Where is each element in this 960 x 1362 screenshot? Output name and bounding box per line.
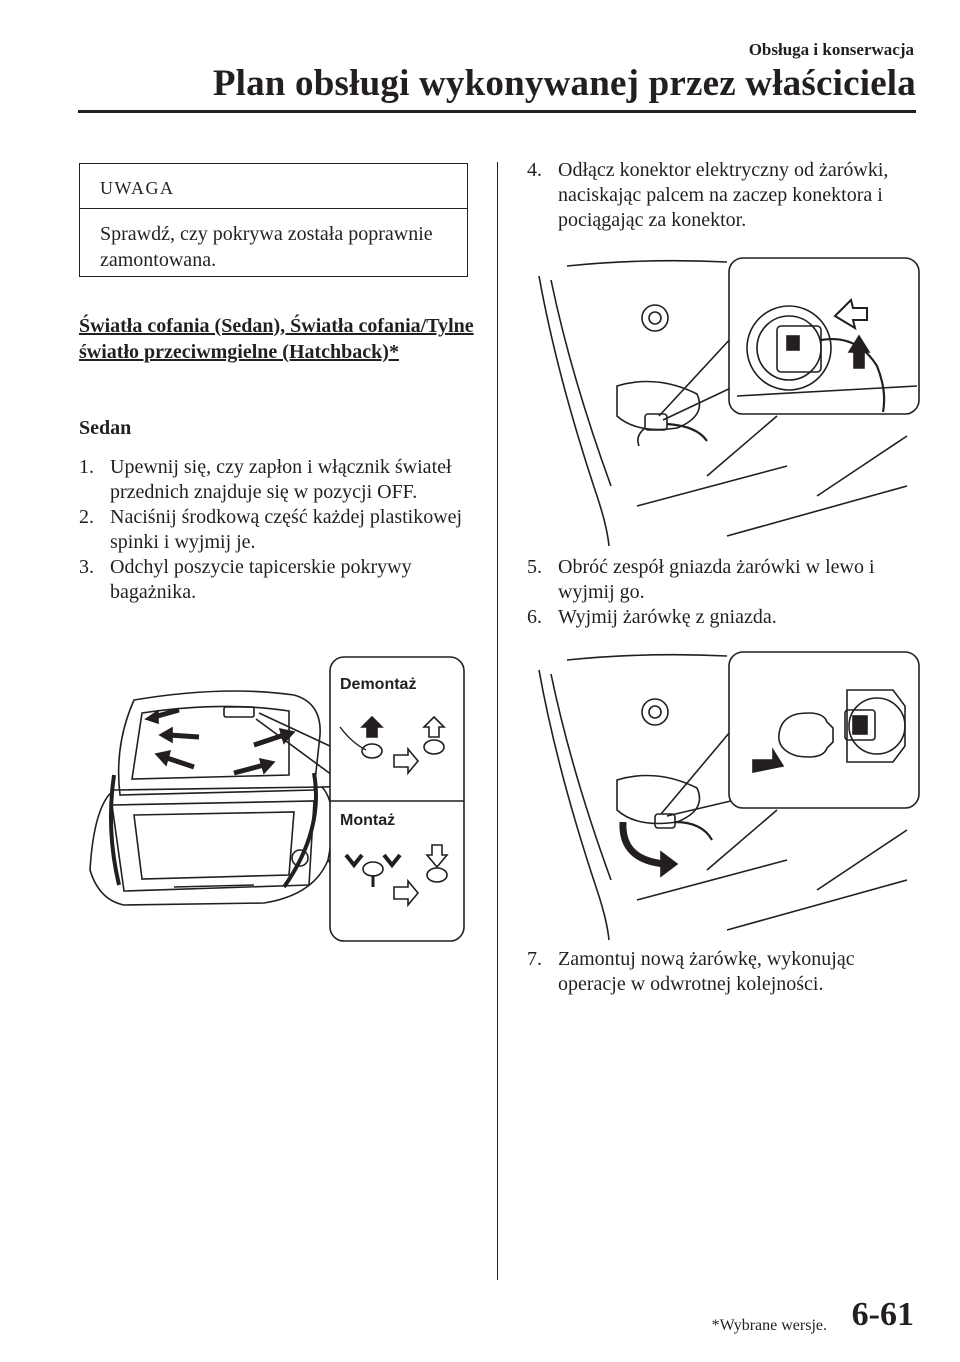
steps-list-left bbox=[79, 455, 474, 605]
label-install: Montaż bbox=[340, 812, 396, 829]
step-number: 7. bbox=[527, 948, 542, 970]
step-text: Naciśnij środkową część każdej plastikowej spinki i wyjmij je. bbox=[110, 506, 463, 553]
step-item bbox=[527, 158, 922, 233]
step-item bbox=[79, 455, 474, 505]
step-item bbox=[527, 605, 922, 630]
step-text: Wyjmij żarówkę z gniazda. bbox=[558, 606, 777, 628]
notice-divider bbox=[80, 208, 467, 209]
step-text: Obróć zespół gniazda żarówki w lewo i wyjmij go. bbox=[558, 556, 875, 603]
step-item bbox=[79, 555, 474, 605]
connector-illustration bbox=[527, 256, 923, 546]
step-text: Odchyl poszycie tapicerskie pokrywy bagażnika. bbox=[110, 556, 412, 603]
step-item bbox=[527, 947, 922, 997]
footnote: *Wybrane wersje. bbox=[711, 1317, 827, 1334]
step-number: 5. bbox=[527, 556, 542, 578]
bulb-removal-illustration bbox=[527, 650, 923, 940]
notice-title: UWAGA bbox=[100, 178, 175, 198]
step-number: 2. bbox=[79, 506, 94, 528]
steps-list-right-1 bbox=[527, 158, 922, 233]
step-number: 1. bbox=[79, 456, 94, 478]
trunk-lid-illustration bbox=[84, 655, 468, 945]
step-item bbox=[527, 555, 922, 605]
header-rule bbox=[78, 110, 916, 113]
page-title: Plan obsługi wykonywanej przez właściciela bbox=[212, 63, 916, 104]
step-number: 3. bbox=[79, 556, 94, 578]
label-removal: Demontaż bbox=[340, 676, 417, 693]
column-divider bbox=[497, 162, 498, 1280]
steps-list-right-3 bbox=[527, 947, 922, 997]
steps-list-right-2 bbox=[527, 555, 922, 630]
step-number: 4. bbox=[527, 159, 542, 181]
notice-text: Sprawdź, czy pokrywa została poprawnie zamontowana. bbox=[100, 223, 433, 271]
page-number: 6-61 bbox=[851, 1296, 914, 1333]
step-number: 6. bbox=[527, 606, 542, 628]
header-section-name: Obsługa i konserwacja bbox=[748, 40, 914, 59]
step-item bbox=[79, 505, 474, 555]
subheading-sedan: Sedan bbox=[79, 417, 132, 439]
step-text: Upewnij się, czy zapłon i włącznik świateł przednich znajduje się w pozycji OFF. bbox=[110, 456, 452, 503]
step-text: Zamontuj nową żarówkę, wykonując operacje w odwrotnej kolejności. bbox=[558, 948, 855, 995]
notice-box bbox=[79, 163, 468, 277]
section-heading: Światła cofania (Sedan), Światła cofania/Tylne światło przeciwmgielne (Hatchback)* bbox=[79, 315, 474, 363]
step-text: Odłącz konektor elektryczny od żarówki, naciskając palcem na zaczep konektora i pociągając za konektor. bbox=[558, 159, 889, 231]
